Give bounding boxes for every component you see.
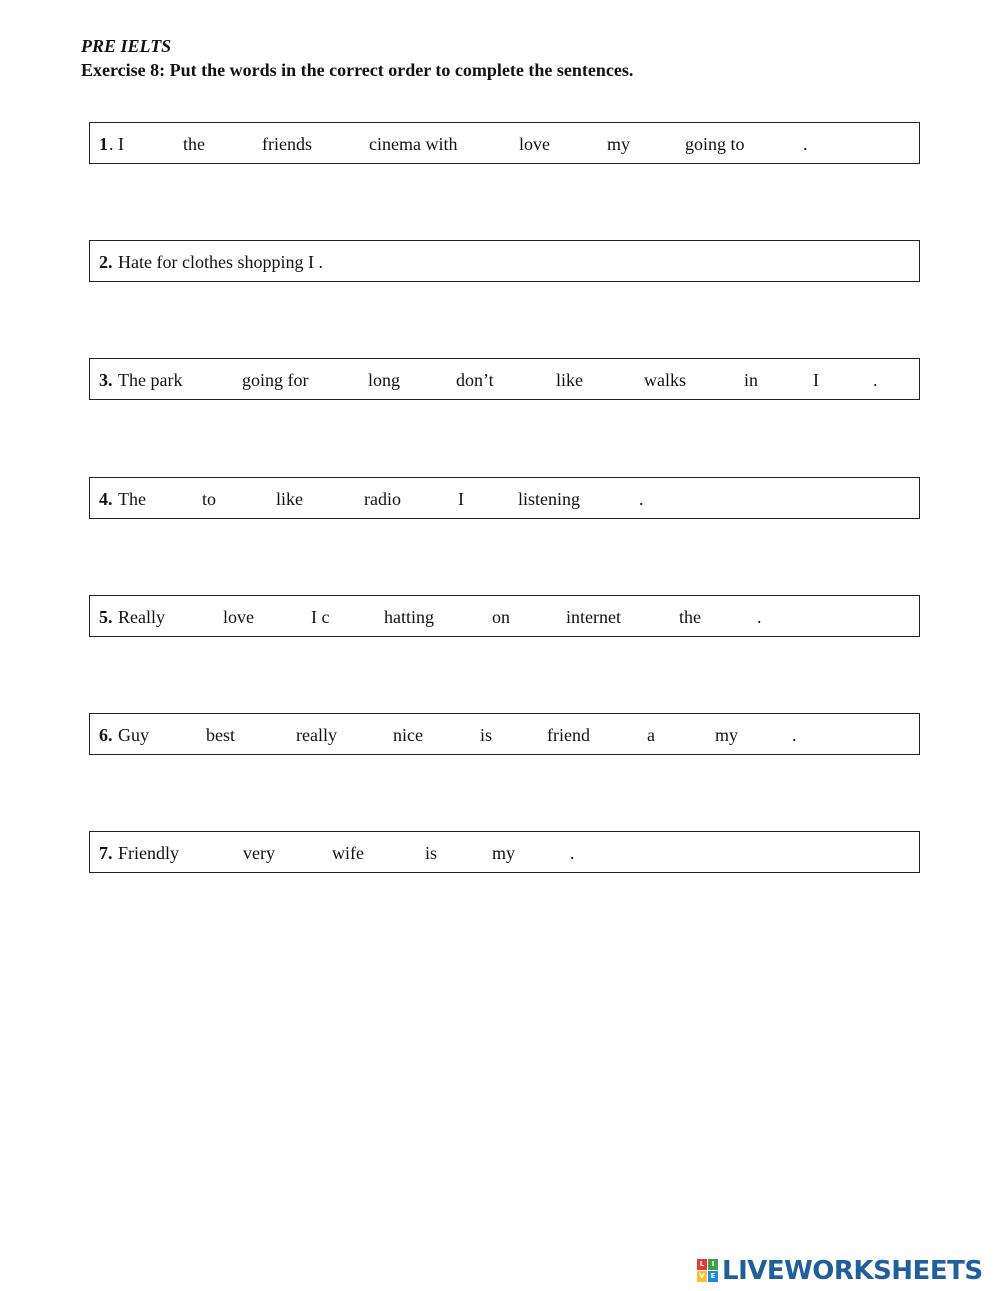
question-number: 6. [99,725,113,745]
course-title: PRE IELTS [81,36,172,56]
word-chip[interactable]: I [118,134,124,154]
word-chip[interactable]: love [223,607,254,627]
word-chip[interactable]: I [813,370,819,390]
word-chip[interactable]: walks [644,370,686,390]
word-chip[interactable]: love [519,134,550,154]
word-chip[interactable]: my [492,843,516,863]
question-box-2 [89,240,920,282]
question-box-3 [89,358,920,400]
question-number: 2. [99,252,113,272]
question-number: 7. [99,843,113,863]
question-box-5 [89,595,920,637]
word-chip[interactable]: my [715,725,739,745]
word-chip[interactable]: my [607,134,631,154]
logo-tile: I [708,1259,718,1270]
word-chip[interactable]: is [425,843,438,863]
word-chip[interactable]: Hate for clothes shopping I . [118,252,323,272]
word-chip[interactable]: going for [242,370,309,390]
word-chip[interactable]: don’t [456,370,494,390]
word-chip[interactable]: wife [332,843,364,863]
word-chip[interactable]: . [639,489,644,509]
logo-tile: E [708,1271,718,1282]
word-chip[interactable]: cinema with [369,134,458,154]
liveworksheets-logo [697,1257,993,1285]
word-chip[interactable]: very [243,843,275,863]
word-chip[interactable]: in [744,370,759,390]
word-chip[interactable]: Friendly [118,843,179,863]
word-chip[interactable]: like [556,370,583,390]
word-chip[interactable]: . [803,134,808,154]
exercise-instruction: Exercise 8: Put the words in the correct order to complete the sentences. [81,60,634,80]
word-chip[interactable]: nice [393,725,423,745]
word-chip[interactable]: . [792,725,797,745]
word-chip[interactable]: a [647,725,655,745]
question-box-1 [89,122,920,164]
question-box-4 [89,477,920,519]
word-chip[interactable]: hatting [384,607,434,627]
word-chip[interactable]: . [757,607,762,627]
word-chip[interactable]: the [679,607,701,627]
word-chip[interactable]: friends [262,134,312,154]
logo-tile: L [697,1259,707,1270]
word-chip[interactable]: listening [518,489,580,509]
number-separator: . [109,134,114,154]
logo-brand-text: LIVEWORKSHEETS [722,1256,983,1286]
word-chip[interactable]: The [118,489,146,509]
question-box-6 [89,713,920,755]
word-chip[interactable]: I [458,489,464,509]
word-chip[interactable]: radio [364,489,401,509]
word-chip[interactable]: I c [311,607,330,627]
word-chip[interactable]: long [368,370,401,390]
word-chip[interactable]: . [570,843,575,863]
word-chip[interactable]: internet [566,607,621,627]
question-number: 3. [99,370,113,390]
word-chip[interactable]: Really [118,607,165,627]
word-chip[interactable]: friend [547,725,590,745]
word-chip[interactable]: going to [685,134,745,154]
word-chip[interactable]: really [296,725,337,745]
word-chip[interactable]: to [202,489,217,509]
word-chip[interactable]: is [480,725,493,745]
word-chip[interactable]: like [276,489,303,509]
word-chip[interactable]: the [183,134,205,154]
word-chip[interactable]: on [492,607,510,627]
logo-tiles-icon [697,1259,719,1283]
question-number: 5. [99,607,113,627]
question-number: 1 [99,134,108,154]
question-number: 4. [99,489,113,509]
logo-tile: V [697,1271,707,1282]
word-chip[interactable]: best [206,725,235,745]
word-chip[interactable]: The park [118,370,183,390]
word-chip[interactable]: . [873,370,878,390]
question-box-7 [89,831,920,873]
word-chip[interactable]: Guy [118,725,149,745]
